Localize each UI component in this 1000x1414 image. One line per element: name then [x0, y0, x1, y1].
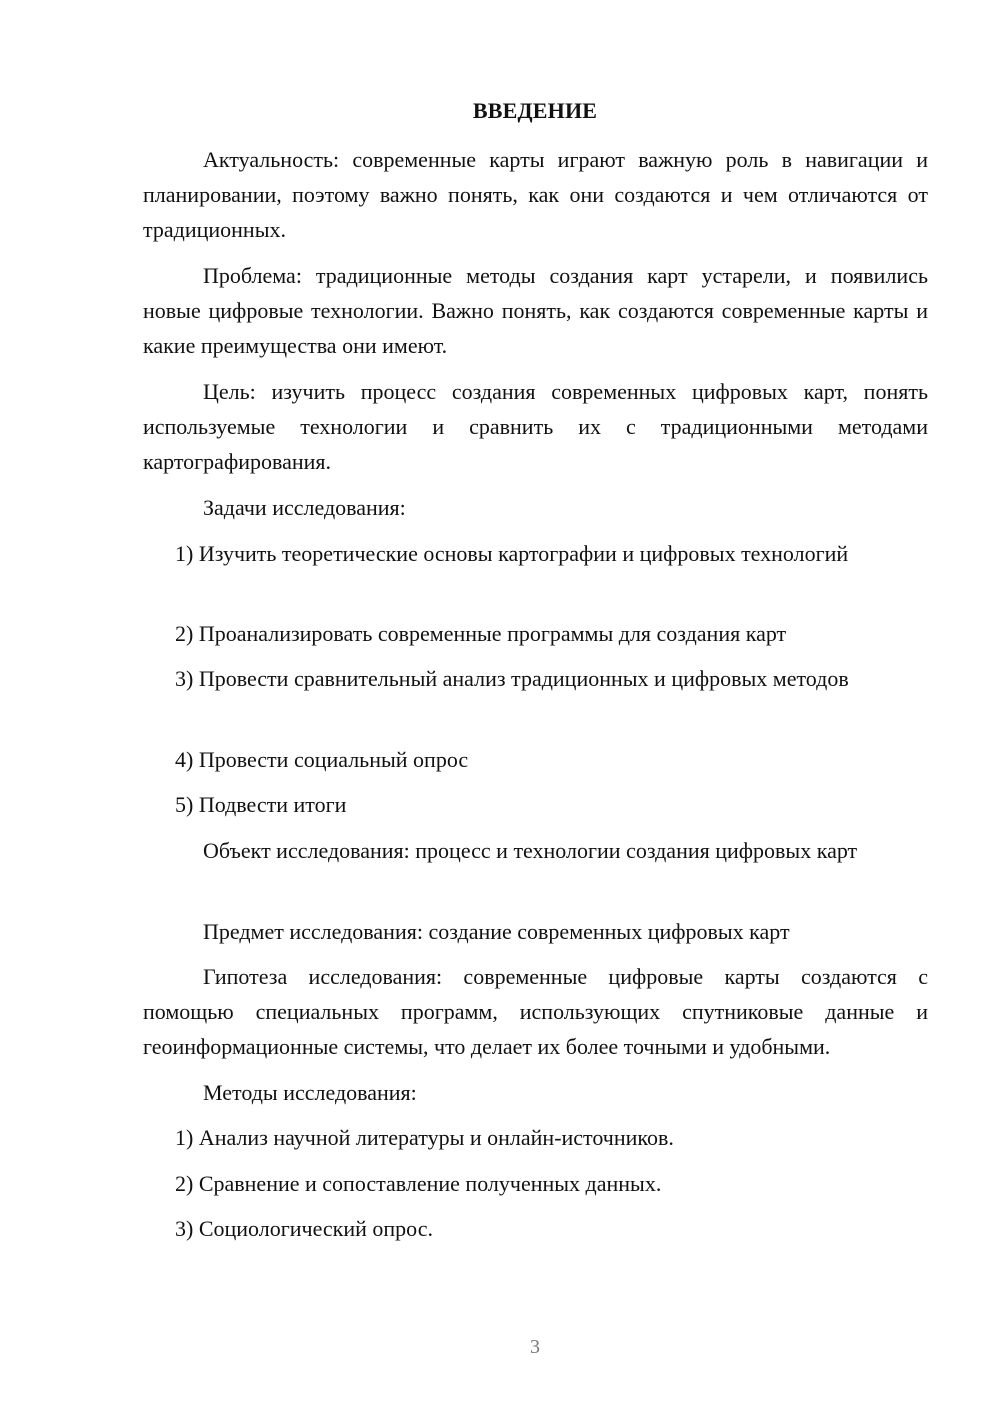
hypothesis-paragraph: Гипотеза исследования: современные цифровые карты создаются с помощью специальных программ, использующих спутниковые данные и геоинформационные системы, что делает их более точными и удобными.	[143, 964, 928, 1059]
subject-paragraph: Предмет исследования: создание современных цифровых карт	[203, 919, 790, 944]
method-item-1: 1) Анализ научной литературы и онлайн-источников.	[175, 1125, 674, 1150]
problem-paragraph: Проблема: традиционные методы создания карт устарели, и появились новые цифровые технологии. Важно понять, как создаются современные карты и какие преимущества они имеют.	[143, 263, 928, 358]
method-item-3: 3) Социологический опрос.	[175, 1216, 433, 1241]
page-number: 3	[530, 1336, 540, 1358]
task-item-3: 3) Провести сравнительный анализ традиционных и цифровых методов	[175, 666, 849, 691]
task-item-5: 5) Подвести итоги	[175, 792, 347, 817]
task-item-1: 1) Изучить теоретические основы картографии и цифровых технологий	[175, 541, 849, 566]
relevance-paragraph: Актуальность: современные карты играют важную роль в навигации и планировании, поэтому важно понять, как они создаются и чем отличаются от традиционных.	[143, 147, 928, 242]
page-title: ВВЕДЕНИЕ	[472, 98, 598, 123]
object-paragraph: Объект исследования: процесс и технологии создания цифровых карт	[203, 838, 858, 863]
tasks-label: Задачи исследования:	[203, 495, 406, 520]
methods-label: Методы исследования:	[203, 1080, 417, 1105]
method-item-2: 2) Сравнение и сопоставление полученных данных.	[175, 1171, 662, 1196]
goal-paragraph: Цель: изучить процесс создания современных цифровых карт, понять используемые технологии и сравнить их с традиционными методами картографирования.	[143, 379, 928, 474]
task-item-4: 4) Провести социальный опрос	[175, 747, 469, 772]
task-item-2: 2) Проанализировать современные программы для создания карт	[175, 621, 787, 646]
